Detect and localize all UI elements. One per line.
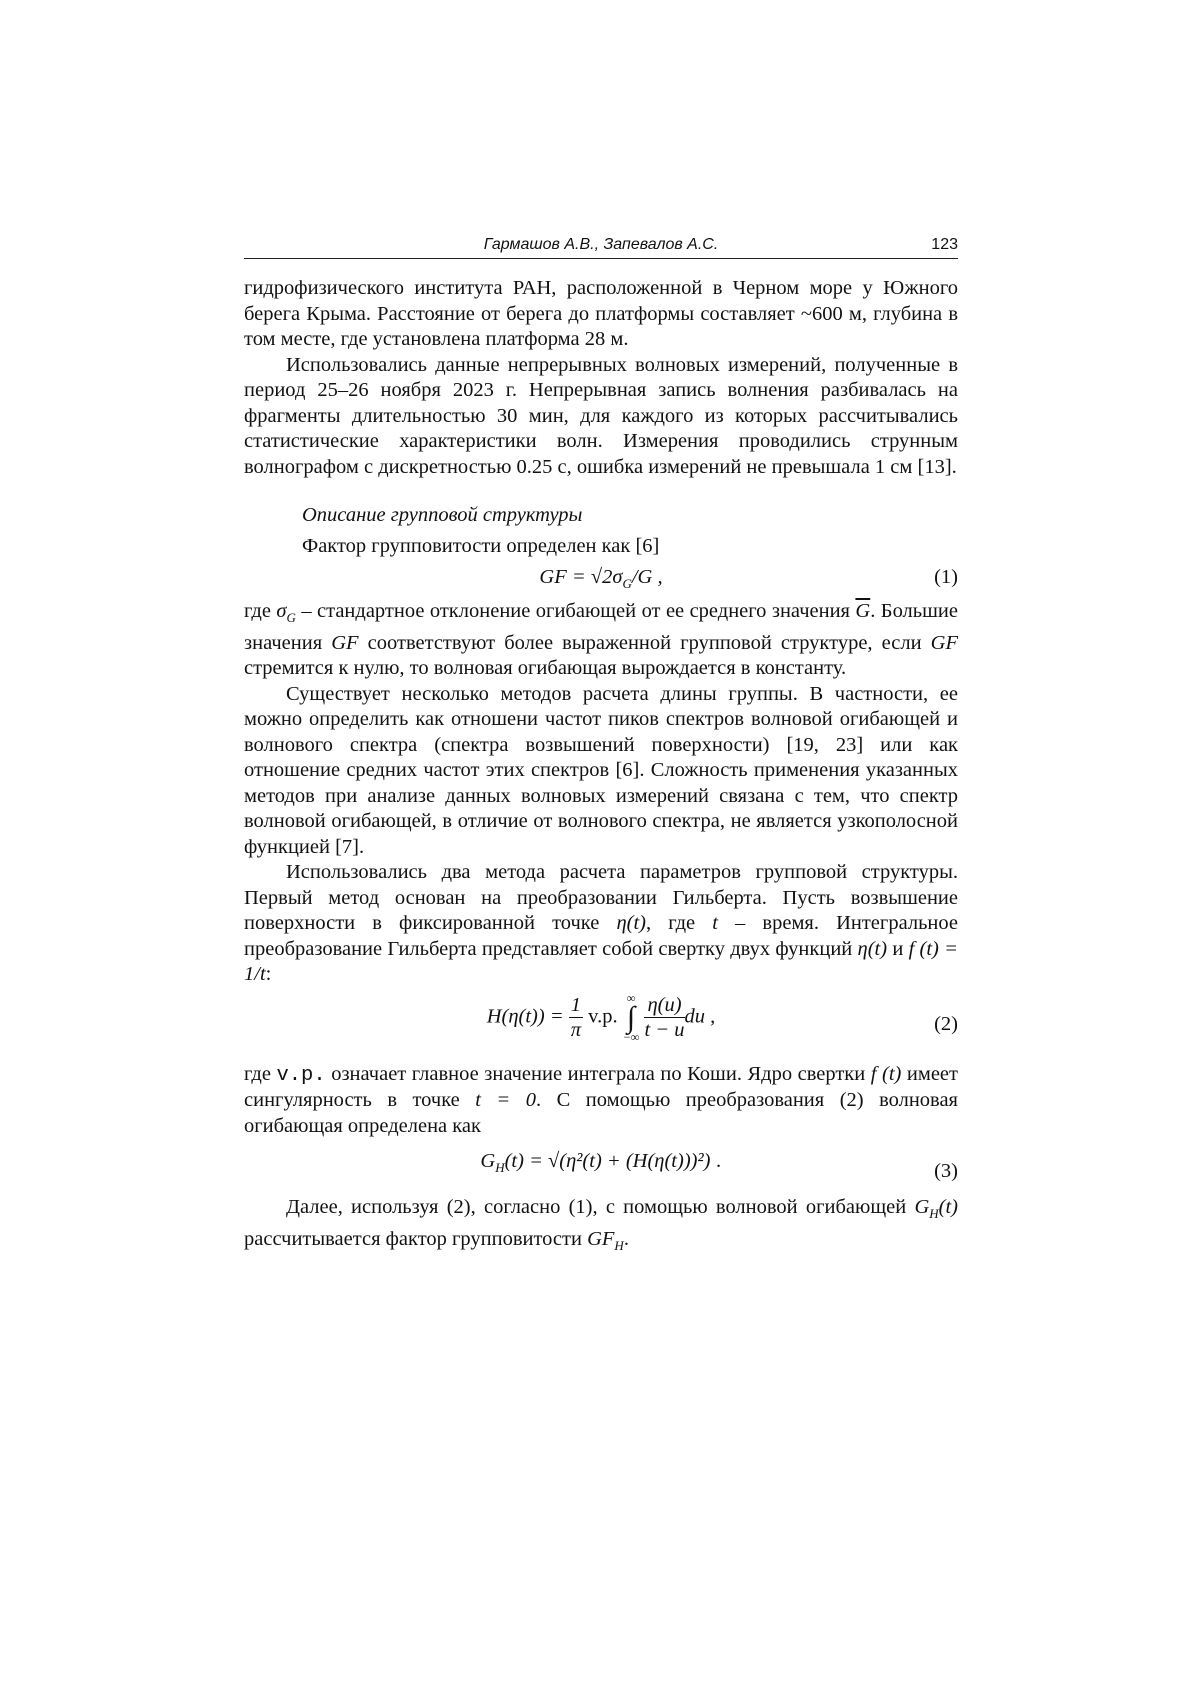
equation-1-formula [244,565,958,597]
f-t: f (t) [870,1062,902,1085]
page-number: 123 [931,236,958,253]
sigma-sub: G [286,610,296,626]
int-upper: ∞ [626,990,636,1005]
equation-1 [244,559,958,599]
t-equals-zero: t = 0 [475,1089,536,1112]
p4-a: где [244,600,277,622]
equation-3-number: (3) [934,1160,958,1183]
paragraph-6 [244,860,958,988]
equation-3-formula [244,1149,958,1181]
eq1-sub: G [622,576,632,592]
p6-c: – время. Интегральное преобразование Гильберта представляет собой свертку двух функций [244,912,958,960]
p8-c: . [623,1227,629,1250]
p4-c: . Большие значения [244,600,958,654]
eq2-fraction [569,993,583,1042]
running-header [244,236,958,259]
vp-label: v.p. [588,1005,618,1028]
t-symbol: t [712,912,718,935]
eq2-lhs: H(η(t)) = [486,1005,564,1028]
gh-sub: H [929,1206,939,1222]
body-text [244,276,958,1258]
p7-b: означает главное значение интеграла по Коши. Ядро свертки [325,1062,871,1085]
gh-g: G [914,1196,930,1219]
paragraph-4 [244,599,958,682]
p8-b: рассчитывается фактор групповитости [244,1227,588,1250]
eq2-denominator: π [570,1019,582,1042]
g-bar-symbol: $\overline{G}$ [855,600,871,622]
p7-a: где [244,1062,277,1085]
p4-b: – стандартное отклонение огибающей от ее среднего значения [295,600,856,622]
integral-sign [623,992,640,1044]
eq2-int-numerator: η(u) [644,993,684,1018]
section-title: Описание групповой структуры [302,504,583,526]
p6-e: : [265,963,272,986]
eq3-sub: H [495,1160,505,1176]
eq1-rest: /G , [631,566,663,588]
paragraph-5: Существует несколько методов расчета длины группы. В частности, ее можно определить как отношени частот пиков спектров волновой огибающей и волнового спектра (спектра возвышений поверхности) [19, 23] или как отношение средних частот этих спектров [6]. Сложность применения указанных методов при анализе данных волновых измерений связана с тем, что спектр волновой огибающей, в отличие от волнового спектра, не является узкополосной функцией [7]. [244,682,958,858]
equation-1-number: (1) [934,566,958,588]
paragraph-3: Фактор групповитости определен как [6] [302,534,660,557]
eta-t-2: η(t) [857,937,888,960]
paragraph-1: гидрофизического института РАН, расположенной в Черном море у Южного берега Крыма. Расстояние от берега до платформы составляет ~600 м, глубина в том месте, где установлена платформа 28 м. [244,277,958,350]
eta-t-1: η(t) [616,912,646,935]
eq2-int-denominator: t − u [644,1019,685,1042]
gfh-sub: H [614,1237,624,1253]
gf-symbol-2: GF [930,631,958,654]
p4-e: стремится к нулю, то волновая огибающая вырождается в константу. [244,657,847,680]
p6-a: Использовались два метода расчета параметров групповой структуры. Первый метод основан на преобразовании Гильберта. Пусть возвышение поверхности в фиксированной точке [244,861,958,935]
eq3-g: G [480,1150,496,1173]
gfh-symbol: GF [587,1227,615,1250]
p6-d: и [887,937,909,960]
eq2-integrand [644,993,684,1042]
gf-symbol-1: GF [331,631,359,654]
paragraph-7 [244,1062,958,1140]
equation-2-formula [244,992,958,1044]
equation-2-number: (2) [934,1012,958,1035]
vp-inline: v.p. [276,1063,326,1087]
f-definition: f (t) = 1/t [244,937,958,986]
header-authors: Гармашов А.В., Запевалов А.С. [483,236,719,253]
p7-d: . С помощью преобразования (2) волновая огибающая определена как [244,1089,958,1137]
sigma-symbol: σ [276,600,287,622]
eq2-numerator: 1 [570,994,582,1017]
gh-t: (t) [938,1196,958,1219]
eq3-rest: (t) = √(η²(t) + (H(η(t)))²) [504,1150,711,1173]
p4-d: соответствуют более выраженной групповой структуре, если [358,631,931,654]
paragraph-2: Использовались данные непрерывных волновых измерений, полученные в период 25–26 ноября 2023 г. Непрерывная запись волнения разбивалась на фрагменты длительностью 30 мин, для каждого из которых рассчитывались статистические характеристики волн. Измерения проводились струнным волнографом с дискретностью 0.25 с, ошибка измерений не превышала 1 см [13]. [244,353,958,478]
eq2-tail: du , [684,1005,716,1028]
eq1-lhs: GF = √2σ [539,566,623,588]
equation-3 [244,1139,958,1191]
int-symbol: ∫ [626,1000,636,1034]
equation-2 [244,988,958,1062]
eq3-dot: . [716,1150,722,1173]
p7-c: имеет сингулярность в точке [244,1062,958,1112]
paragraph-8 [244,1195,958,1258]
int-lower: −∞ [622,1029,640,1044]
p6-b: , где [645,912,713,935]
p8-a: Далее, используя (2), согласно (1), с помощью волновой огибающей [286,1196,915,1219]
